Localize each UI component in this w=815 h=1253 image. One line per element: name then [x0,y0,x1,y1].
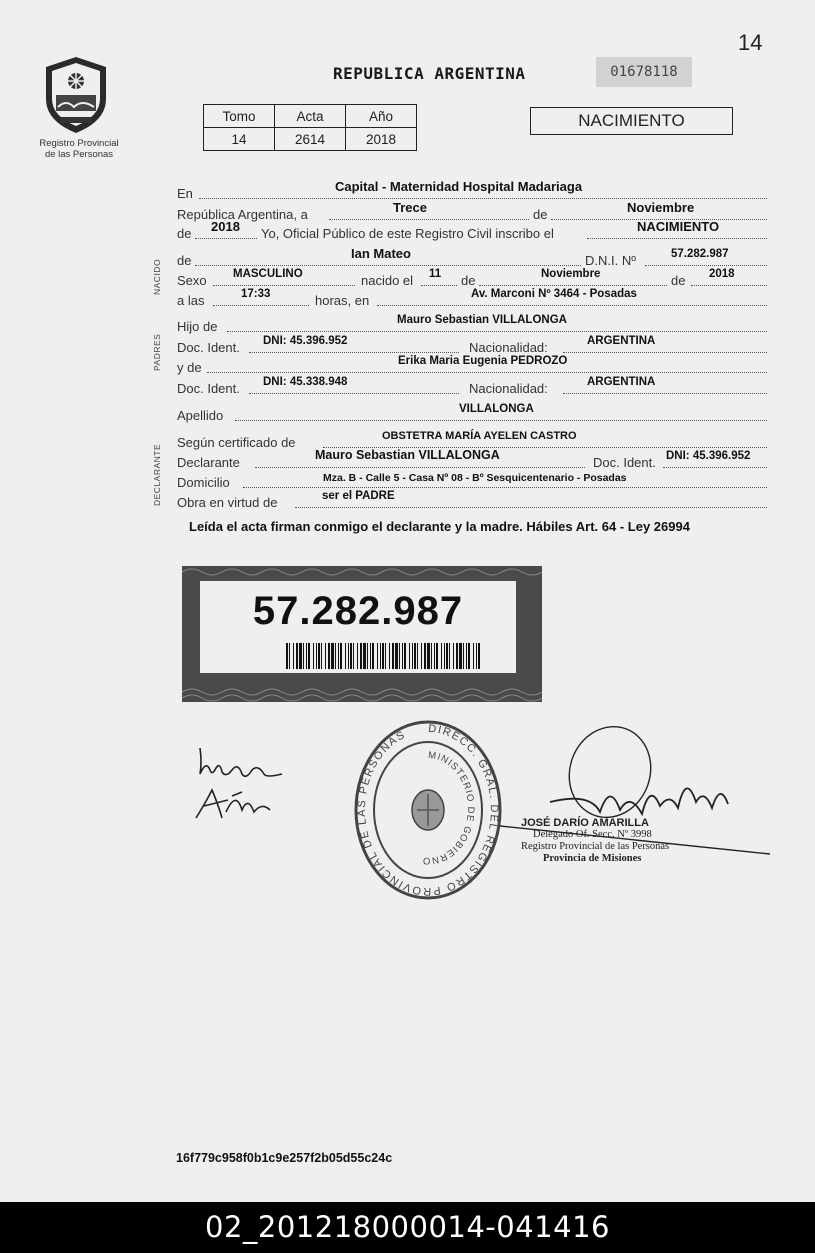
record-table-value-row [204,128,417,151]
value-madre: Erika Maria Eugenia PEDROZO [398,355,568,367]
barcode-bar [476,643,477,669]
barcode-bar [459,643,462,669]
barcode-bar [385,643,386,669]
province-coat-of-arms-icon [40,55,112,135]
barcode-bar [449,643,450,669]
barcode-bar [436,643,438,669]
barcode-bar [357,643,358,669]
value-apellido: VILLALONGA [459,403,534,415]
barcode-bar [404,643,406,669]
barcode-bar [417,643,418,669]
side-label-declarante: DECLARANTE [152,443,162,506]
barcode-bar [363,643,366,669]
row-apellido [177,403,767,426]
barcode-bar [353,643,354,669]
barcode-bar [431,643,432,669]
signatory-registry: Registro Provincial de las Personas [521,841,670,852]
document-title: REPUBLICA ARGENTINA [333,64,526,83]
label-nacionalidad: Nacionalidad: [469,340,548,355]
signatory-name: JOSÉ DARÍO AMARILLA [521,817,649,829]
barcode-bar [434,643,435,669]
barcode-bar [325,643,326,669]
side-label-nacido: NACIDO [152,258,162,295]
barcode-bar [345,643,346,669]
side-label-padres: PADRES [152,333,162,371]
record-table [203,104,417,151]
barcode-bar [306,643,307,669]
barcode-bar [441,643,442,669]
label-apellido: Apellido [177,408,224,423]
value-tipo-inscripcion: NACIMIENTO [637,219,720,234]
label-domicilio: Domicilio [177,475,230,490]
value-nac-dia: 11 [429,268,442,280]
label-de: de [671,273,686,288]
label-segun-certificado: Según certificado de [177,435,296,450]
value-obra-en-virtud: ser el PADRE [322,490,395,502]
acta-value: 2614 [275,128,346,151]
barcode-bar [370,643,371,669]
value-lugar: Capital - Maternidad Hospital Madariaga [335,179,583,194]
barcode [286,643,482,669]
value-domicilio: Mza. B - Calle 5 - Casa Nº 08 - Bº Sesquicentenario - Posadas [323,472,627,484]
value-nombre: Ian Mateo [351,246,411,261]
record-table-header: Tomo [204,105,275,128]
label-de: de [177,253,192,268]
barcode-bar [293,643,294,669]
label-doc-ident: Doc. Ident. [593,455,656,470]
value-nac-anio: 2018 [709,268,735,280]
barcode-bar [318,643,320,669]
sticker-dni-number: 57.282.987 [252,589,464,633]
row-hora [177,288,767,311]
registry-caption-line2: de las Personas [44,149,114,160]
label-horas-en: horas, en [315,293,370,308]
barcode-bar [372,643,374,669]
label-nacido-el: nacido el [361,273,414,288]
label-republica: República Argentina, a [177,207,308,222]
document-hash: 16f779c958f0b1c9e257f2b05d55c24c [176,1151,393,1165]
barcode-bar [335,643,336,669]
barcode-bar [360,643,362,669]
label-hijo-de: Hijo de [177,319,218,334]
row-obra-en-virtud [177,490,767,513]
barcode-bar [446,643,448,669]
barcode-bar [286,643,288,669]
value-hora: 17:33 [241,288,271,300]
barcode-bar [338,643,339,669]
barcode-bar [392,643,394,669]
value-mes: Noviembre [627,200,695,215]
label-sexo: Sexo [177,273,207,288]
record-table-header: Año [346,105,417,128]
value-madre-nacionalidad: ARGENTINA [587,376,656,388]
barcode-bar [348,643,349,669]
label-doc-ident: Doc. Ident. [177,381,240,396]
record-type-box: NACIMIENTO [530,107,733,135]
page-number: 14 [738,30,763,55]
barcode-bar [424,643,426,669]
barcode-bar [399,643,400,669]
value-lugar-nacimiento: Av. Marconi Nº 3464 - Posadas [471,288,637,300]
barcode-bar [303,643,304,669]
seal-outer-text: DIRECC. GRAL. DEL REGISTRO PROVINCIAL DE LAS PERSONAS [355,722,500,898]
barcode-bar [328,643,330,669]
barcode-bar [321,643,322,669]
barcode-bar [421,643,422,669]
barcode-bar [427,643,430,669]
barcode-bar [367,643,368,669]
label-a-las: a las [177,293,205,308]
signing-note: Leída el acta firman conmigo el declarante y la madre. Hábiles Art. 64 - Ley 26994 [189,519,690,534]
signatory-province: Provincia de Misiones [543,853,642,864]
registry-caption [24,138,134,160]
value-certificado: OBSTETRA MARÍA AYELEN CASTRO [382,430,577,442]
record-table-header-row [204,105,417,128]
seal-inner-text: MINISTERIO DE GOBIERNO [421,749,477,867]
value-anio: 2018 [211,219,240,234]
label-yo-oficial: Yo, Oficial Público de este Registro Civil inscribo el [261,226,554,241]
label-en: En [177,186,193,201]
label-dni: D.N.I. Nº [585,253,636,268]
label-doc-ident: Doc. Ident. [177,340,240,355]
barcode-bar [463,643,464,669]
barcode-bar [478,643,480,669]
barcode-bar [350,643,352,669]
scan-id-footer: 02_201218000014-041416 [0,1202,815,1253]
barcode-bar [299,643,302,669]
barcode-bar [331,643,334,669]
signatory-title: Delegado Of. Secc. Nº 3998 [533,829,652,840]
tomo-value: 14 [204,128,275,151]
value-padre: Mauro Sebastian VILLALONGA [397,314,567,326]
label-de: de [533,207,548,222]
value-madre-doc: DNI: 45.338.948 [263,376,348,388]
row-madre-doc [177,376,767,399]
barcode-bar [456,643,458,669]
barcode-bar [473,643,474,669]
barcode-bar [316,643,317,669]
barcode-bar [380,643,381,669]
value-nac-mes: Noviembre [541,268,601,280]
anio-value: 2018 [346,128,417,151]
label-de: de [461,273,476,288]
barcode-bar [313,643,314,669]
label-nacionalidad: Nacionalidad: [469,381,548,396]
barcode-bar [412,643,413,669]
label-y-de: y de [177,360,202,375]
value-dni: 57.282.987 [671,248,729,260]
signature-block [521,817,669,865]
barcode-bar [444,643,445,669]
dotted-line [329,203,529,220]
barcode-bar [377,643,378,669]
serial-number: 01678118 [596,57,692,87]
barcode-bar [409,643,410,669]
value-padre-nacionalidad: ARGENTINA [587,335,656,347]
label-de: de [177,226,192,241]
label-declarante: Declarante [177,455,240,470]
barcode-bar [468,643,470,669]
barcode-bar [296,643,298,669]
official-seal [353,720,503,900]
value-dia: Trece [393,200,427,215]
barcode-bar [402,643,403,669]
label-obra-en-virtud: Obra en virtud de [177,495,278,510]
value-padre-doc: DNI: 45.396.952 [263,335,348,347]
barcode-bar [382,643,384,669]
barcode-bar [308,643,310,669]
barcode-bar [395,643,398,669]
value-declarante-doc: DNI: 45.396.952 [666,450,751,462]
barcode-bar [466,643,467,669]
value-sexo: MASCULINO [233,268,303,280]
barcode-bar [414,643,416,669]
barcode-bar [289,643,290,669]
dni-sticker [182,566,542,702]
value-declarante: Mauro Sebastian VILLALONGA [315,448,500,462]
sticker-window [200,581,516,673]
barcode-bar [389,643,390,669]
barcode-bar [453,643,454,669]
record-table-header: Acta [275,105,346,128]
registry-caption-line1: Registro Provincial [39,138,119,149]
row-inscripcion [177,219,767,244]
handwritten-signature-left [192,740,292,825]
barcode-bar [340,643,342,669]
